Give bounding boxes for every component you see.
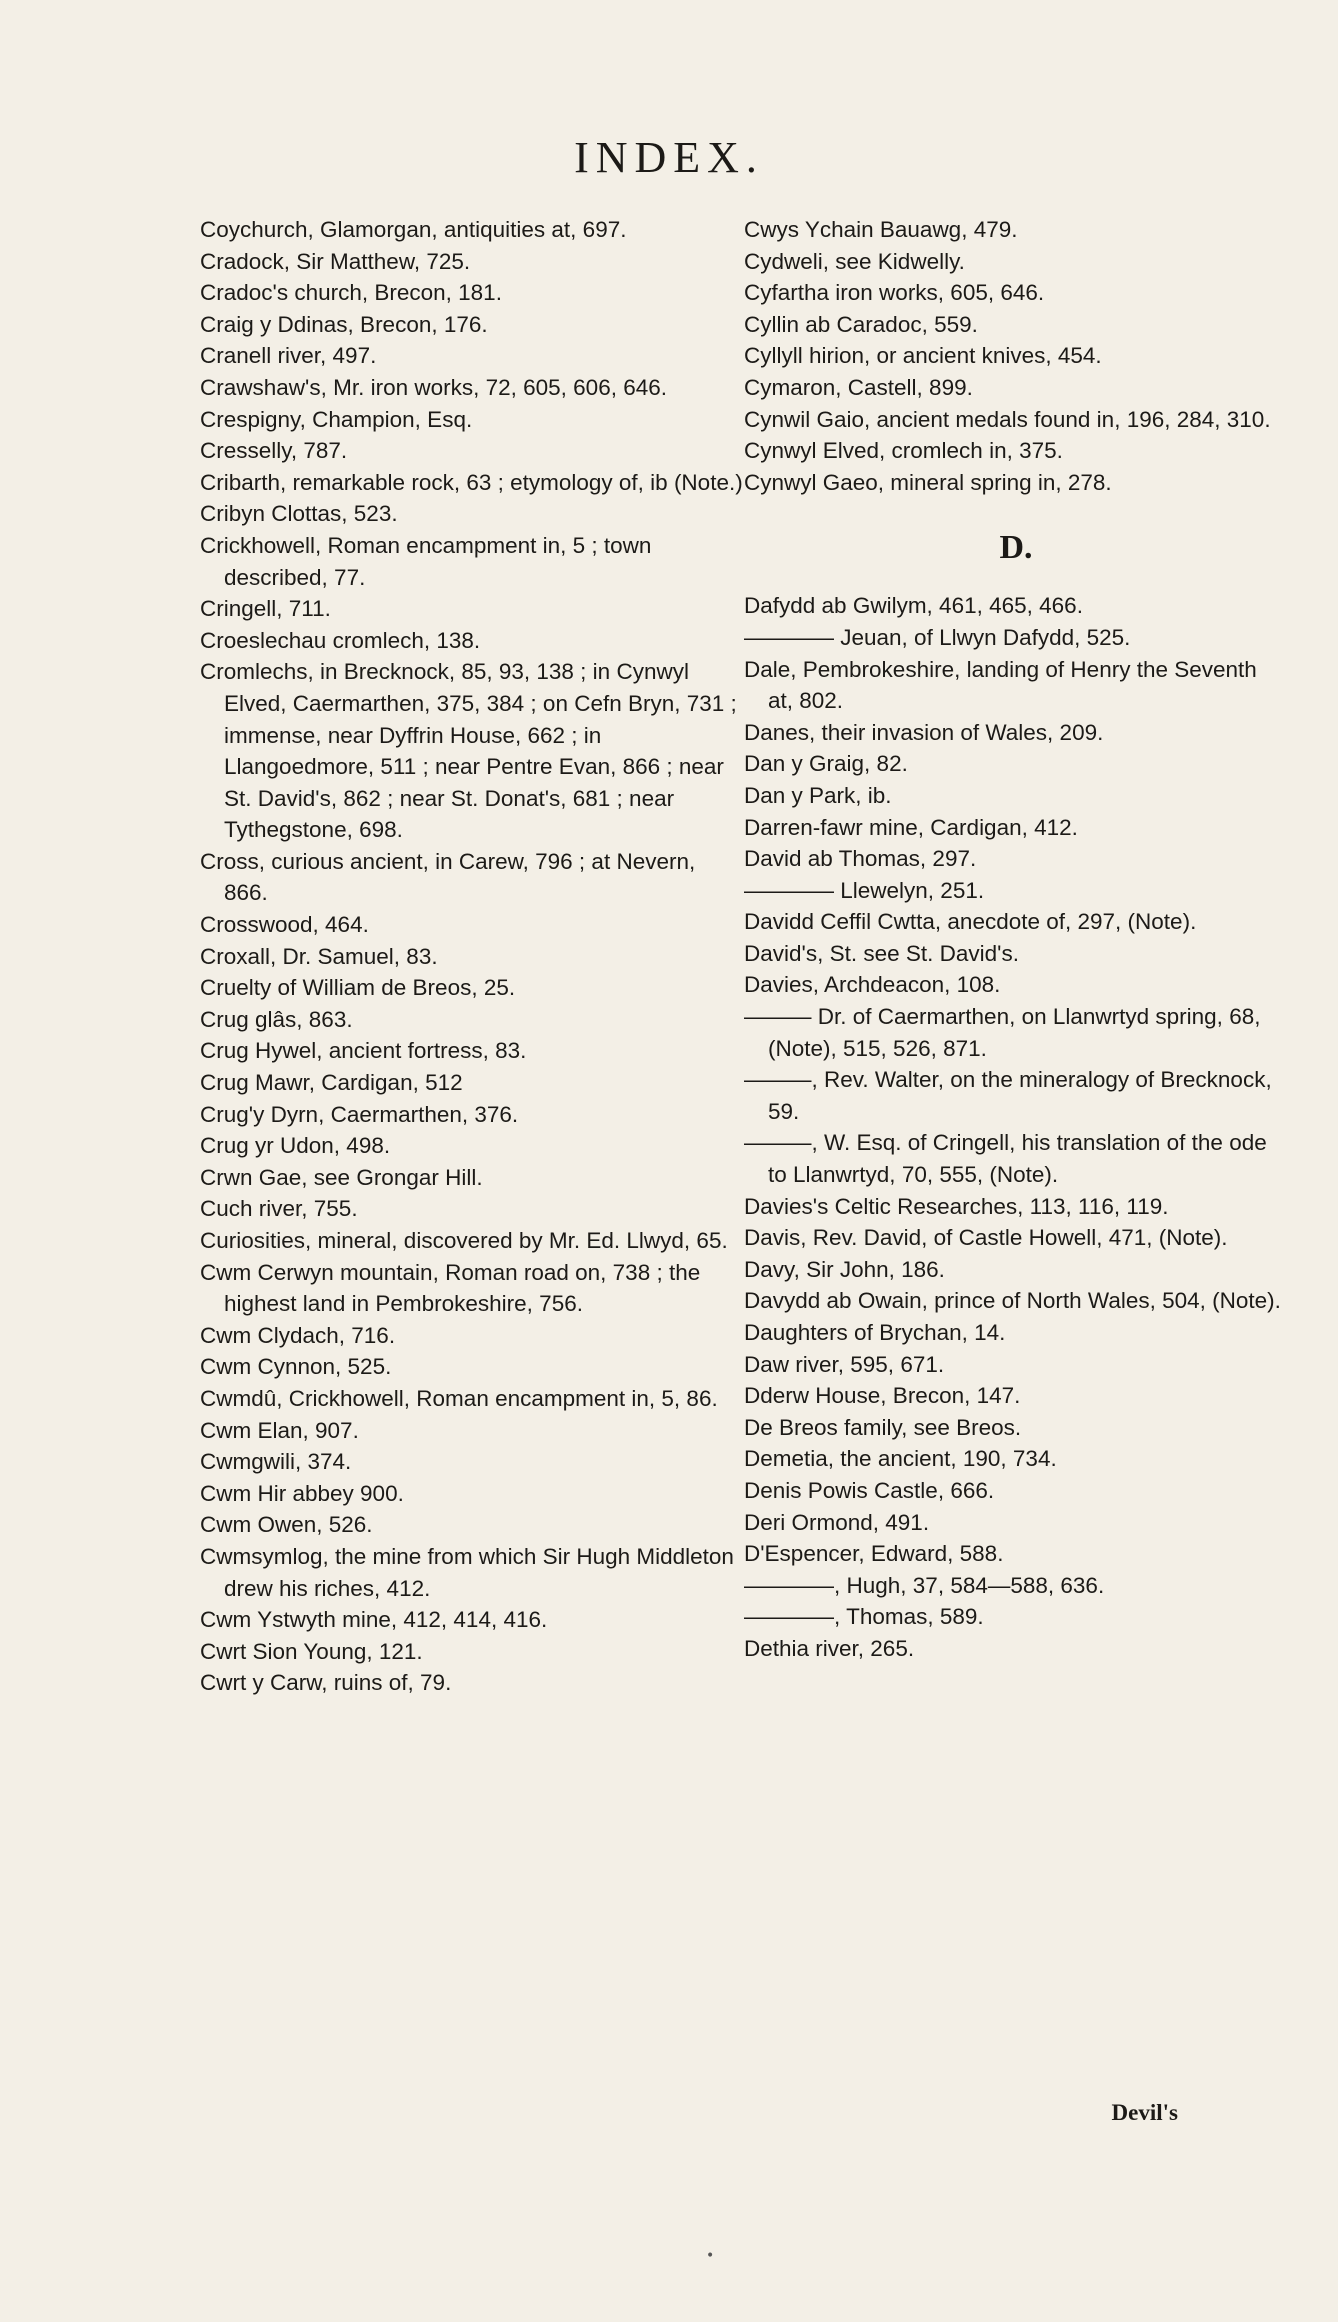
index-entry: Deri Ormond, 491. (744, 1509, 930, 1535)
index-entry: Cynwyl Gaeo, mineral spring in, 278. (744, 469, 1112, 495)
index-entry: Cwrt y Carw, ruins of, 79. (200, 1670, 452, 1696)
index-entry: Croxall, Dr. Samuel, 83. (200, 943, 438, 969)
index-entry: Crickhowell, Roman encampment in, 5 ; town described, 77. (200, 532, 652, 590)
index-entry: Cradock, Sir Matthew, 725. (200, 248, 471, 274)
index-entry: Cringell, 711. (200, 596, 331, 622)
index-entry: Darren-fawr mine, Cardigan, 412. (744, 814, 1078, 840)
index-entry: Cwmdû, Crickhowell, Roman encampment in, 5, 86. (200, 1385, 718, 1411)
index-entry: Cwm Ystwyth mine, 412, 414, 416. (200, 1607, 548, 1633)
index-entry: Crwn Gae, see Grongar Hill. (200, 1164, 483, 1190)
index-column-left (200, 214, 744, 1699)
section-letter-d: D. (999, 529, 1033, 567)
index-group-c-continued (744, 214, 1288, 498)
index-entry: Crug Hywel, ancient fortress, 83. (200, 1038, 527, 1064)
index-entry: David's, St. see St. David's. (744, 940, 1019, 966)
index-entry: Cwm Owen, 526. (200, 1512, 373, 1538)
index-entry: Cyllin ab Caradoc, 559. (744, 311, 978, 337)
index-entry: Dan y Graig, 82. (744, 751, 908, 777)
index-entry: Daughters of Brychan, 14. (744, 1320, 1006, 1345)
index-entry: Coychurch, Glamorgan, antiquities at, 697. (200, 217, 627, 242)
index-entry: Davies's Celtic Researches, 113, 116, 119. (744, 1193, 1169, 1219)
index-entry: David ab Thomas, 297. (744, 846, 977, 872)
index-entry: Cwmgwili, 374. (200, 1449, 352, 1475)
index-entry: Cyfartha iron works, 605, 646. (744, 280, 1045, 306)
index-entry: Craig y Ddinas, Brecon, 176. (200, 311, 488, 337)
index-entry: Crawshaw's, Mr. iron works, 72, 605, 606, 646. (200, 374, 668, 400)
index-entry: D'Espencer, Edward, 588. (744, 1541, 1004, 1567)
index-entry: ——— Dr. of Caermarthen, on Llanwrtyd spring, 68, (Note), 515, 526, 871. (744, 1004, 1261, 1061)
index-entry: ———— Jeuan, of Llwyn Dafydd, 525. (744, 624, 1131, 650)
index-entry: Cross, curious ancient, in Carew, 796 ; at Nevern, 866. (200, 848, 696, 906)
index-entry: Dale, Pembrokeshire, landing of Henry the Seventh at, 802. (744, 656, 1257, 714)
index-entry: Demetia, the ancient, 190, 734. (744, 1446, 1057, 1472)
index-entry: ———, Rev. Walter, on the mineralogy of Brecknock, 59. (744, 1067, 1272, 1124)
index-entry: Crespigny, Champion, Esq. (200, 406, 473, 432)
index-entry: Cradoc's church, Brecon, 181. (200, 280, 502, 306)
index-entry: Cwmsymlog, the mine from which Sir Hugh Middleton drew his riches, 412. (200, 1543, 734, 1601)
index-entry: Curiosities, mineral, discovered by Mr. Ed. Llwyd, 65. (200, 1228, 728, 1253)
index-entry: Dderw House, Brecon, 147. (744, 1383, 1021, 1409)
index-entry: Cwm Cynnon, 525. (200, 1354, 392, 1380)
index-entry: Davy, Sir John, 186. (744, 1256, 945, 1282)
index-entry: Crug'y Dyrn, Caermarthen, 376. (200, 1101, 519, 1127)
index-entry: Daw river, 595, 671. (744, 1351, 945, 1377)
index-entry: Crug yr Udon, 498. (200, 1133, 391, 1159)
index-entry: Crosswood, 464. (200, 912, 369, 938)
index-entry: Cruelty of William de Breos, 25. (200, 975, 516, 1001)
index-column-right (744, 214, 1288, 1665)
index-entry: Davis, Rev. David, of Castle Howell, 471, (Note). (744, 1225, 1228, 1251)
index-entry: Denis Powis Castle, 666. (744, 1477, 995, 1503)
index-entry: Danes, their invasion of Wales, 209. (744, 719, 1104, 745)
index-entry: Cribarth, remarkable rock, 63 ; etymology of, ib (Note.) (200, 469, 743, 495)
index-entry: Davies, Archdeacon, 108. (744, 972, 1001, 998)
index-entry: Cymaron, Castell, 899. (744, 374, 973, 400)
index-entry: Cromlechs, in Brecknock, 85, 93, 138 ; in Cynwyl Elved, Caermarthen, 375, 384 ; on Cefn Bryn, 731 ; immense, near Dyffrin House, 662 ; in Llangoedmore, 511 ; near Pentre Evan, 866 ; near St. David's, 862 ; near St. Donat's, 681 ; near Tythegstone, 698. (200, 659, 737, 843)
index-entry: Cynwil Gaio, ancient medals found in, 196, 284, 310. (744, 406, 1271, 432)
index-entry: Cwm Hir abbey 900. (200, 1480, 404, 1506)
index-entry: Cydweli, see Kidwelly. (744, 248, 965, 274)
index-entry: Cresselly, 787. (200, 438, 348, 464)
printer-mark: • (706, 2248, 715, 2264)
index-entry: Cyllyll hirion, or ancient knives, 454. (744, 343, 1102, 369)
page-title: INDEX. (574, 133, 764, 182)
index-entry: Crug Mawr, Cardigan, 512 (200, 1070, 463, 1096)
index-entry: ————, Hugh, 37, 584—588, 636. (744, 1572, 1105, 1598)
index-entry: Cribyn Clottas, 523. (200, 501, 398, 527)
index-entry: Cwys Ychain Bauawg, 479. (744, 217, 1018, 242)
index-entry: ———— Llewelyn, 251. (744, 877, 985, 903)
index-entry: De Breos family, see Breos. (744, 1414, 1022, 1440)
index-entry: Cwm Elan, 907. (200, 1417, 359, 1443)
index-group-d (744, 590, 1288, 1664)
index-entry: Davidd Ceffil Cwtta, anecdote of, 297, (Note). (744, 909, 1197, 935)
index-entry: Dafydd ab Gwilym, 461, 465, 466. (744, 593, 1083, 619)
index-entry: ———, W. Esq. of Cringell, his translation of the ode to Llanwrtyd, 70, 555, (Note). (744, 1130, 1267, 1188)
index-entry: Dan y Park, ib. (744, 782, 892, 808)
index-entry: Davydd ab Owain, prince of North Wales, 504, (Note). (744, 1288, 1281, 1314)
index-entry: Cwm Cerwyn mountain, Roman road on, 738 ; the highest land in Pembrokeshire, 756. (200, 1259, 701, 1317)
index-entry: ————, Thomas, 589. (744, 1604, 984, 1630)
index-entry: Cuch river, 755. (200, 1196, 358, 1222)
index-entry: Cynwyl Elved, cromlech in, 375. (744, 438, 1063, 464)
index-entry: Cwm Clydach, 716. (200, 1322, 396, 1348)
index-entry: Dethia river, 265. (744, 1635, 915, 1661)
index-entry: Croeslechau cromlech, 138. (200, 627, 481, 653)
index-entry: Cwrt Sion Young, 121. (200, 1638, 423, 1664)
catchword: Devil's (1111, 2100, 1178, 2125)
index-entry: Crug glâs, 863. (200, 1006, 353, 1032)
index-entry: Cranell river, 497. (200, 343, 377, 369)
